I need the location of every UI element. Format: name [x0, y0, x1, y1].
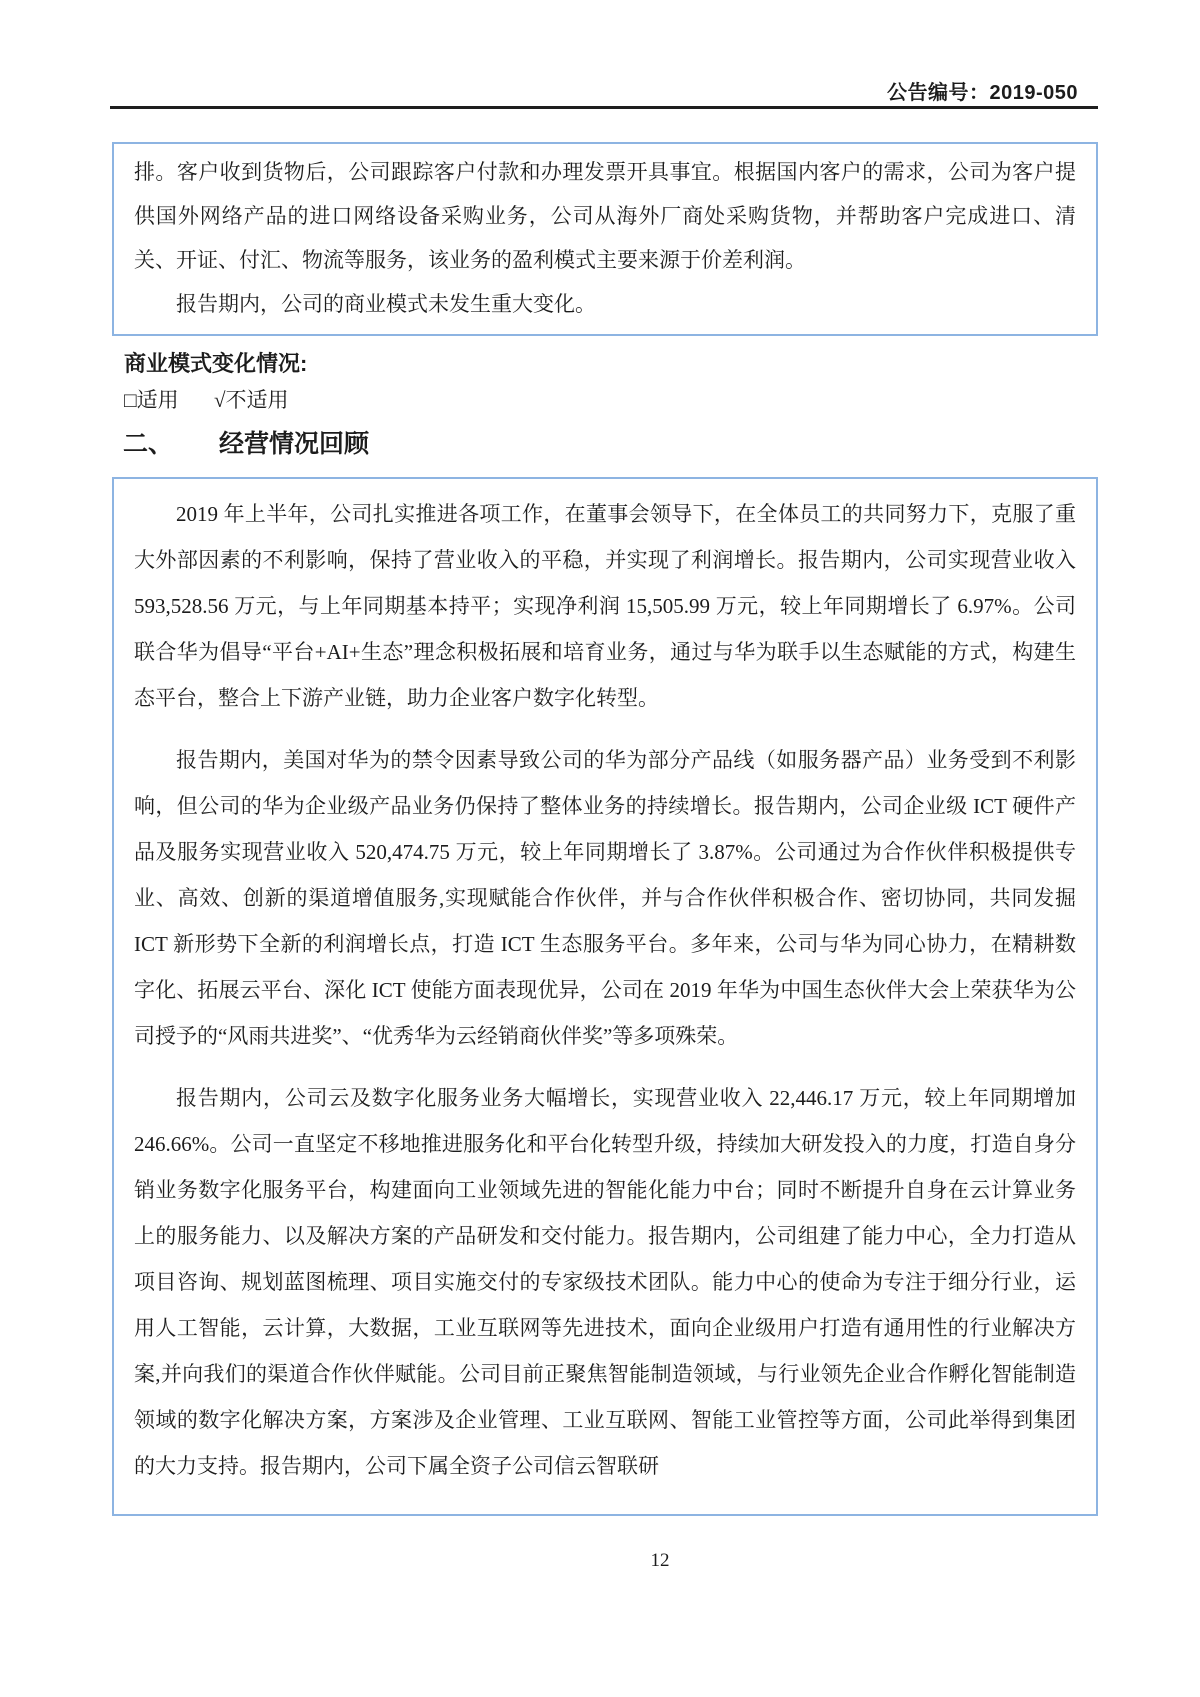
business-model-summary-paragraph: 报告期内，公司的商业模式未发生重大变化。 — [176, 292, 596, 316]
announcement-number: 公告编号：2019-050 — [886, 82, 1078, 104]
checkbox-not-applicable-checked: √不适用 — [213, 388, 289, 412]
section-title: 经营情况回顾 — [219, 430, 370, 458]
header-rule — [110, 106, 1098, 109]
review-paragraph-1: 2019 年上半年，公司扎实推进各项工作，在董事会领导下，在全体员工的共同努力下，克服了重大外部因素的不利影响，保持了营业收入的平稳，并实现了利润增长。报告期内，公司实现营业收入 593,528.56 万元，与上年同期基本持平；实现净利润 15,505.99 万元，较上年同期增长了 6.97%。公司联合华为倡导“平台+AI+生态”理念积极拓展和培育业务，通过与华为联手以生态赋能的方式，构建生态平台，整合上下游产业链，助力企业客户数字化转型。 — [134, 502, 1076, 710]
page-number: 12 — [650, 1550, 670, 1571]
business-model-carryover-box — [112, 142, 1098, 336]
carryover-paragraph: 排。客户收到货物后，公司跟踪客户付款和办理发票开具事宜。根据国内客户的需求，公司为客户提供国外网络产品的进口网络设备采购业务，公司从海外厂商处采购货物，并帮助客户完成进口、清关、开证、付汇、物流等服务，该业务的盈利模式主要来源于价差利润。 — [134, 160, 1076, 272]
review-paragraph-2: 报告期内，美国对华为的禁令因素导致公司的华为部分产品线（如服务器产品）业务受到不利影响，但公司的华为企业级产品业务仍保持了整体业务的持续增长。报告期内，公司企业级 ICT 硬件产品及服务实现营业收入 520,474.75 万元，较上年同期增长了 3.87%。公司通过为合作伙伴积极提供专业、高效、创新的渠道增值服务,实现赋能合作伙伴，并与合作伙伴积极合作、密切协同，共同发掘 ICT 新形势下全新的利润增长点，打造 ICT 生态服务平台。多年来，公司与华为同心协力，在精耕数字化、拓展云平台、深化 ICT 使能方面表现优异，公司在 2019 年华为中国生态伙伴大会上荣获华为公司授予的“风雨共进奖”、“优秀华为云经销商伙伴奖”等多项殊荣。 — [134, 748, 1076, 1048]
operating-review-box — [112, 477, 1098, 1516]
business-model-change-options — [124, 384, 288, 414]
review-paragraph-3: 报告期内，公司云及数字化服务业务大幅增长，实现营业收入 22,446.17 万元，较上年同期增加 246.66%。公司一直坚定不移地推进服务化和平台化转型升级，持续加大研发投入的力度，打造自身分销业务数字化服务平台，构建面向工业领域先进的智能化能力中台；同时不断提升自身在云计算业务上的服务能力、以及解决方案的产品研发和交付能力。报告期内，公司组建了能力中心，全力打造从项目咨询、规划蓝图梳理、项目实施交付的专家级技术团队。能力中心的使命为专注于细分行业，运用人工智能，云计算，大数据，工业互联网等先进技术，面向企业级用户打造有通用性的行业解决方案,并向我们的渠道合作伙伴赋能。公司目前正聚焦智能制造领域，与行业领先企业合作孵化智能制造领域的数字化解决方案，方案涉及企业管理、工业互联网、智能工业管控等方面，公司此举得到集团的大力支持。报告期内，公司下属全资子公司信云智联研 — [134, 1086, 1076, 1478]
business-model-change-label: 商业模式变化情况: — [124, 351, 308, 376]
section-number: 二、 — [123, 430, 174, 458]
checkbox-applicable: □适用 — [124, 388, 179, 412]
section-heading-operating-review — [123, 424, 369, 460]
